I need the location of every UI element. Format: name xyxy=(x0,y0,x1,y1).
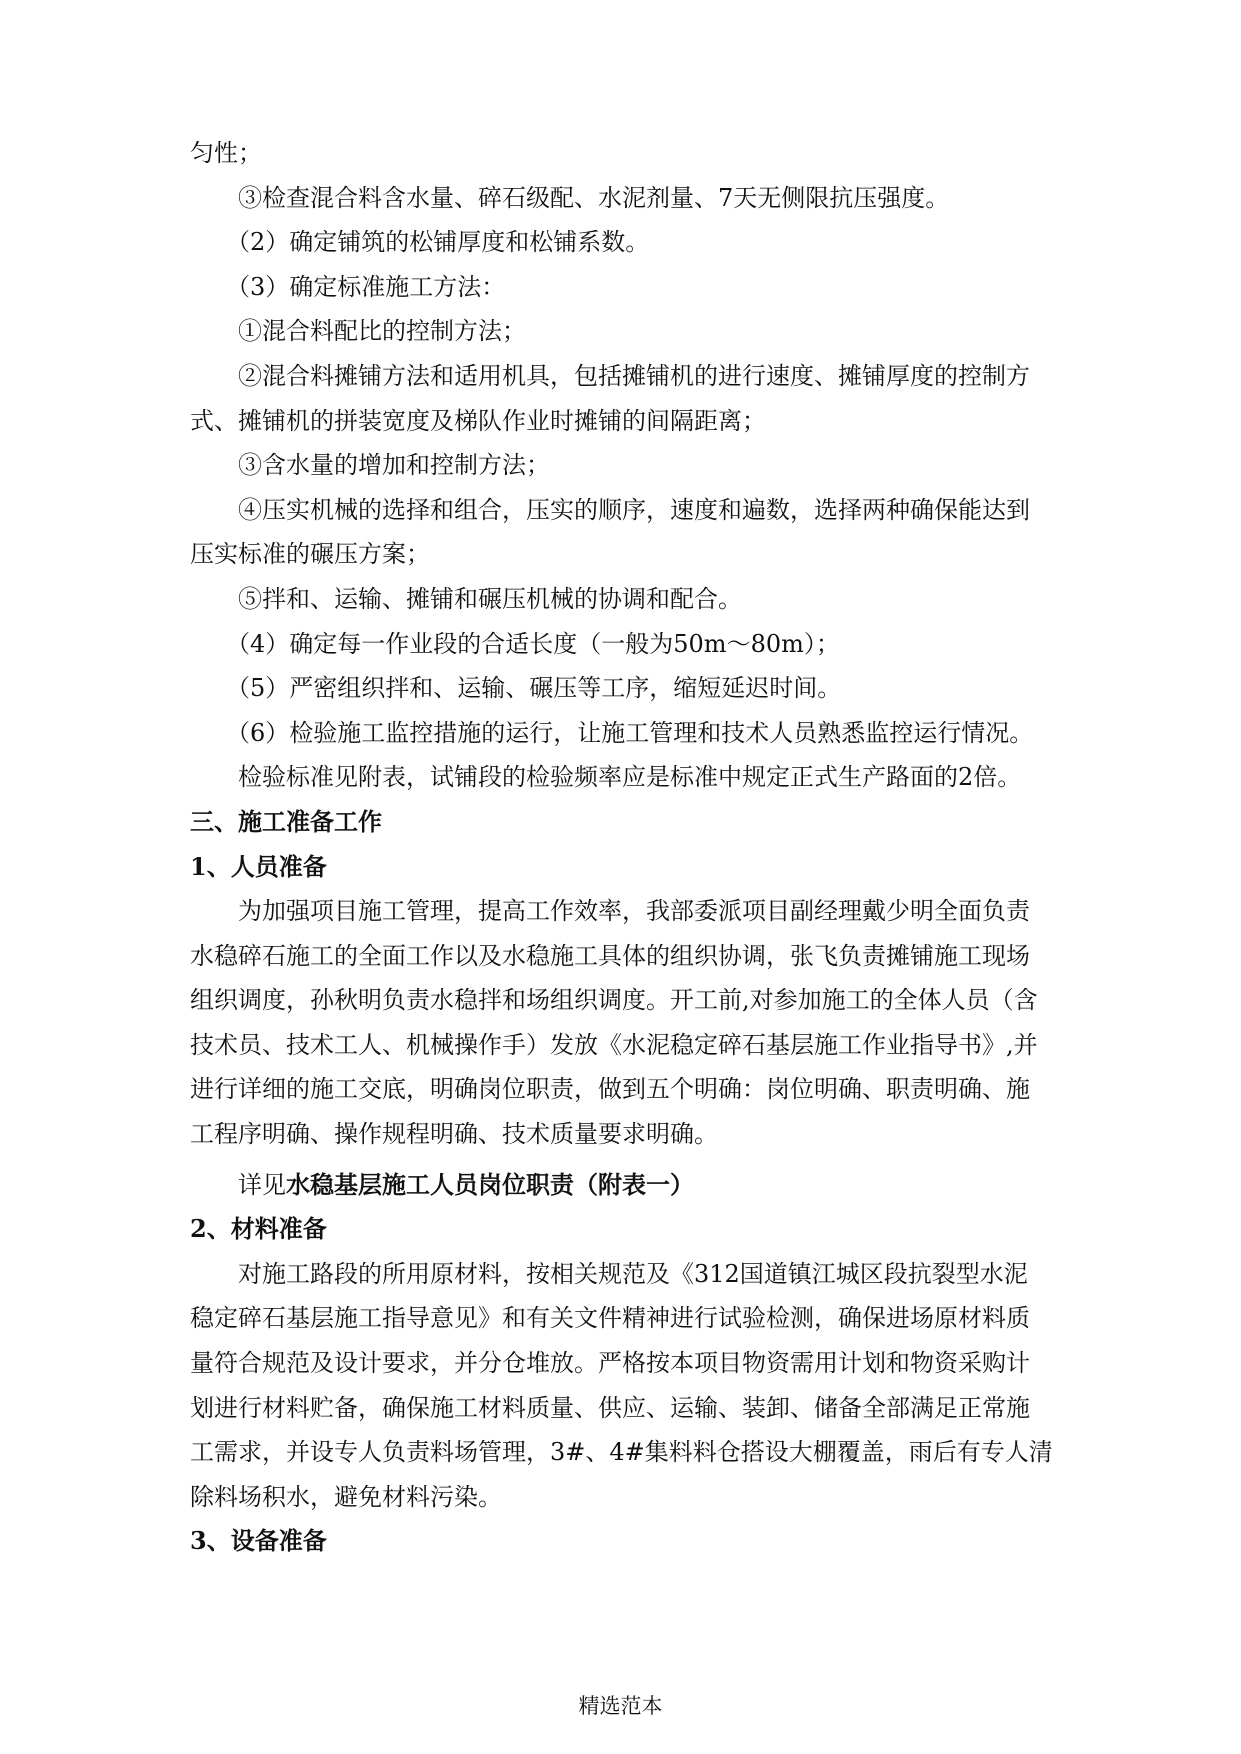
text-line: 划进行材料贮备，确保施工材料质量、供应、运输、装卸、储备全部满足正常施 xyxy=(190,1393,1030,1422)
reference-prefix: 详见 xyxy=(238,1170,286,1199)
text-line: 技术员、技术工人、机械操作手）发放《水泥稳定碎石基层施工作业指导书》,并 xyxy=(190,1030,1038,1059)
text-line: 匀性； xyxy=(190,139,262,167)
text-line: （5）严密组织拌和、运输、碾压等工序，缩短延迟时间。 xyxy=(226,674,842,703)
text-line: ③含水量的增加和控制方法； xyxy=(238,451,550,480)
text-line: 稳定碎石基层施工指导意见》和有关文件精神进行试验检测，确保进场原材料质 xyxy=(190,1304,1030,1333)
text-line: 为加强项目施工管理，提高工作效率，我部委派项目副经理戴少明全面负责 xyxy=(238,897,1030,926)
text-line: ②混合料摊铺方法和适用机具，包括摊铺机的进行速度、摊铺厚度的控制方 xyxy=(238,361,1030,390)
text-line: （3）确定标准施工方法： xyxy=(226,272,506,301)
text-line: 压实标准的碾压方案； xyxy=(190,540,430,569)
text-line: （2）确定铺筑的松铺厚度和松铺系数。 xyxy=(226,228,650,257)
text-line: ①混合料配比的控制方法； xyxy=(238,317,526,346)
text-line: ⑤拌和、运输、摊铺和碾压机械的协调和配合。 xyxy=(238,584,742,613)
text-line: ④压实机械的选择和组合，压实的顺序，速度和遍数，选择两种确保能达到 xyxy=(238,495,1030,524)
text-line: 工需求，并设专人负责料场管理，3#、4#集料料仓搭设大棚覆盖，雨后有专人清 xyxy=(190,1438,1053,1467)
document-body xyxy=(190,139,1066,1572)
text-line: 工程序明确、操作规程明确、技术质量要求明确。 xyxy=(190,1120,718,1149)
section-heading: 2、材料准备 xyxy=(190,1214,327,1244)
text-line: （6）检验施工监控措施的运行，让施工管理和技术人员熟悉监控运行情况。 xyxy=(226,718,1034,747)
page-footer: 精选范本 xyxy=(578,1694,663,1718)
text-line: 对施工路段的所用原材料，按相关规范及《312国道镇江城区段抗裂型水泥 xyxy=(238,1259,1028,1288)
text-line: ③检查混合料含水量、碎石级配、水泥剂量、7天无侧限抗压强度。 xyxy=(238,183,950,212)
paragraph-block-1 xyxy=(190,139,1066,1165)
text-line: 除料场积水，避免材料污染。 xyxy=(190,1482,502,1511)
section-heading: 三、施工准备工作 xyxy=(190,806,382,836)
text-line: 水稳碎石施工的全面工作以及水稳施工具体的组织协调，张飞负责摊铺施工现场 xyxy=(190,941,1030,970)
reference-title: 水稳基层施工人员岗位职责（附表一） xyxy=(286,1169,694,1199)
text-line: 组织调度，孙秋明负责水稳拌和场组织调度。开工前,对参加施工的全体人员（含 xyxy=(190,986,1038,1015)
section-heading: 3、设备准备 xyxy=(190,1526,327,1556)
text-line: 检验标准见附表，试铺段的检验频率应是标准中规定正式生产路面的2倍。 xyxy=(238,763,1022,792)
section-heading: 1、人员准备 xyxy=(190,851,327,881)
paragraph-block-2 xyxy=(190,1215,1066,1572)
text-line: 量符合规范及设计要求，并分仓堆放。严格按本项目物资需用计划和物资采购计 xyxy=(190,1349,1030,1378)
text-line: 进行详细的施工交底，明确岗位职责，做到五个明确：岗位明确、职责明确、施 xyxy=(190,1075,1030,1104)
text-line: （4）确定每一作业段的合适长度（一般为50m～80m）； xyxy=(226,629,840,658)
text-line: 式、摊铺机的拼装宽度及梯队作业时摊铺的间隔距离； xyxy=(190,406,766,435)
reference-line xyxy=(190,1171,1066,1216)
